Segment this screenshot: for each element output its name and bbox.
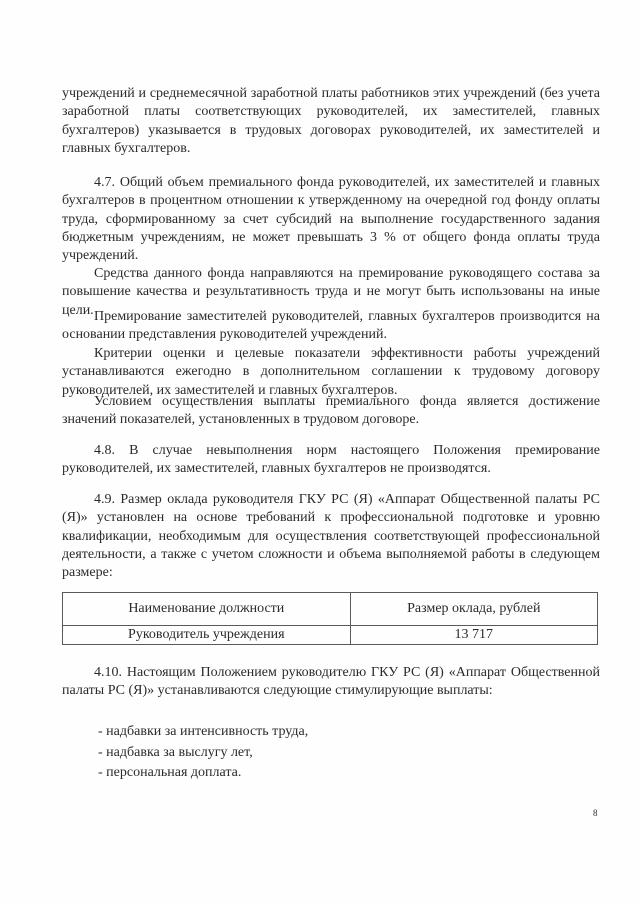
paragraph-4-7: 4.7. Общий объем премиального фонда руководителей, их заместителей и главных бухгалтеров в процентном отношении к утвержденному на очередной год фонду оплаты труда, сформированному за счет субсидий на выполнение государственного задания бюджетным учреждениям, не может превышать 3 % от общего фонда оплаты труда учреждений. — [62, 175, 600, 264]
table-cell-position: Руководитель учреждения — [63, 626, 351, 645]
paragraph-4-8: 4.8. В случае невыполнения норм настоящего Положения премирование руководителей, их заместителей, главных бухгалтеров не производятся. — [62, 443, 600, 477]
table-cell-salary: 13 717 — [350, 626, 597, 645]
list-item: - персональная доплата. — [98, 765, 242, 780]
paragraph-criteria: Критерии оценки и целевые показатели эффективности работы учреждений устанавливаются ежегодно в дополнительном соглашении к трудовому договору руководителей, их заместителей и главных бухгалтеров. — [62, 346, 600, 398]
table-header-cell: Наименование должности — [63, 593, 351, 626]
table-header-cell: Размер оклада, рублей — [350, 593, 597, 626]
paragraph-fund-use: Средства данного фонда направляются на премирование руководящего состава за повышение качества и результативность труда и не могут быть использованы на иные цели. — [62, 266, 600, 318]
list-item: - надбавки за интенсивность труда, — [98, 724, 309, 739]
salary-table — [62, 592, 598, 645]
paragraph-condition: Условием осуществления выплаты премиального фонда является достижение значений показателей, установленных в трудовом договоре. — [62, 394, 600, 428]
bonus-list — [98, 722, 308, 784]
paragraph-continuation: учреждений и среднемесячной заработной платы работников этих учреждений (без учета заработной платы соответствующих руководителей, их заместителей, главных бухгалтеров) указывается в трудовых договорах руководителей, их заместителей и главных бухгалтеров. — [62, 86, 600, 156]
paragraph-bonus: Премирование заместителей руководителей, главных бухгалтеров производится на основании представления руководителей учреждений. — [62, 309, 600, 343]
paragraph-4-10: 4.10. Настоящим Положением руководителю ГКУ РС (Я) «Аппарат Общественной палаты РС (Я)» устанавливаются следующие стимулирующие выплаты: — [62, 665, 600, 699]
table-row — [63, 626, 598, 645]
list-item: - надбавка за выслугу лет, — [98, 744, 253, 760]
table-header-row — [63, 593, 598, 626]
page-number: 8 — [593, 808, 598, 818]
paragraph-4-9: 4.9. Размер оклада руководителя ГКУ РС (Я) «Аппарат Общественной палаты РС (Я)» установлен на основе требований к профессиональной подготовке и уровню квалификации, необходимым для осуществления соответствующей профессиональной деятельности, а также с учетом сложности и объема выполняемой работы в следующем размере: — [62, 492, 600, 581]
